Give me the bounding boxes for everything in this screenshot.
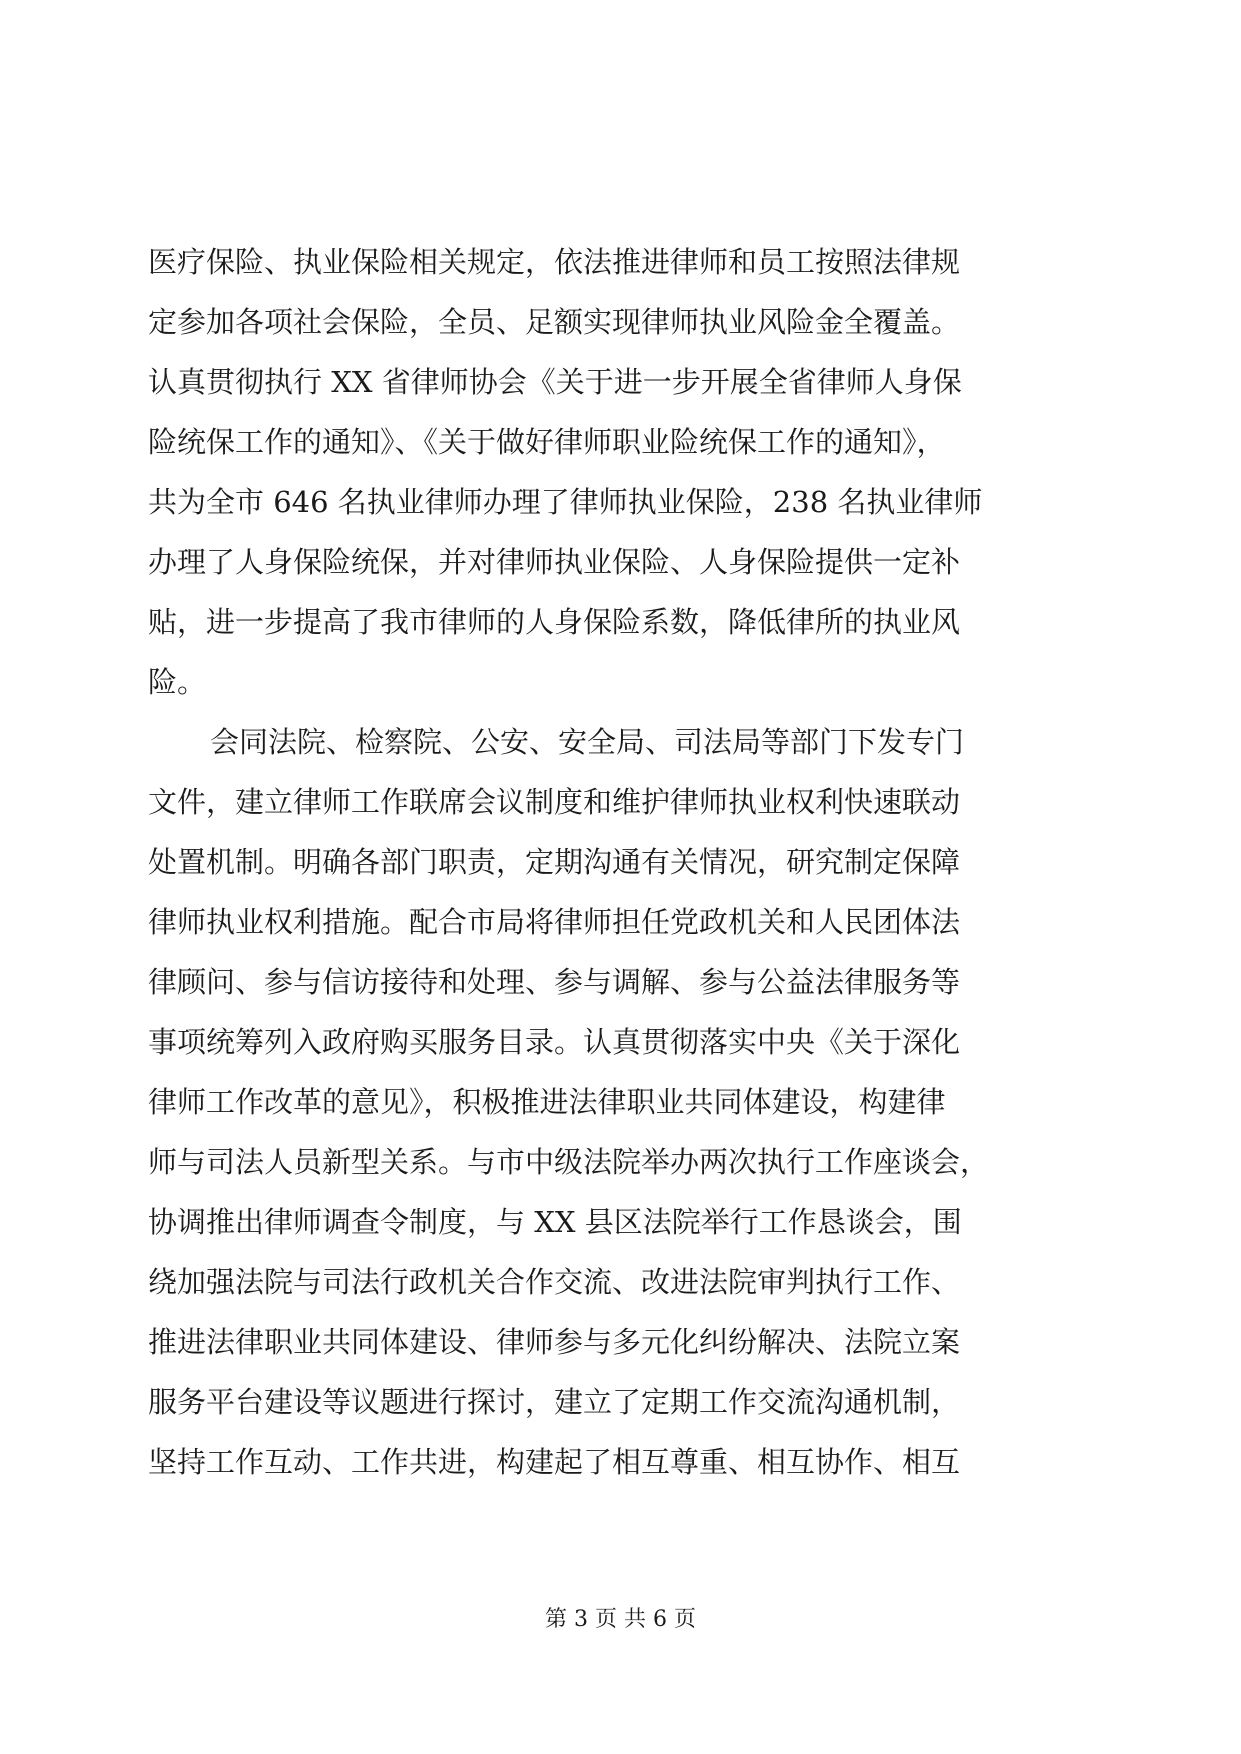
text-line: 律顾问、参与信访接待和处理、参与调解、参与公益法律服务等	[148, 965, 961, 999]
text-line: 绕加强法院与司法行政机关合作交流、改进法院审判执行工作、	[148, 1265, 961, 1299]
page-number: 第 3 页 共 6 页	[545, 1607, 696, 1632]
text-line: 师与司法人员新型关系。与市中级法院举办两次执行工作座谈会，	[148, 1145, 990, 1179]
text-line: 定参加各项社会保险，全员、足额实现律师执业风险金全覆盖。	[148, 305, 961, 339]
text-line: 医疗保险、执业保险相关规定，依法推进律师和员工按照法律规	[148, 245, 961, 279]
page-footer	[0, 1605, 1241, 1635]
text-line: 坚持工作互动、工作共进，构建起了相互尊重、相互协作、相互	[148, 1445, 961, 1479]
text-line: 险统保工作的通知》、《关于做好律师职业险统保工作的通知》，	[148, 425, 946, 459]
text-line: 服务平台建设等议题进行探讨，建立了定期工作交流沟通机制，	[148, 1385, 961, 1419]
text-line: 处置机制。明确各部门职责，定期沟通有关情况，研究制定保障	[148, 845, 961, 879]
text-line: 推进法律职业共同体建设、律师参与多元化纠纷解决、法院立案	[148, 1325, 961, 1359]
text-line: 律师工作改革的意见》，积极推进法律职业共同体建设，构建律	[148, 1085, 946, 1119]
text-line: 认真贯彻执行 XX 省律师协会《关于进一步开展全省律师人身保	[148, 365, 962, 399]
paragraph-start-line: 会同法院、检察院、公安、安全局、司法局等部门下发专门	[210, 725, 965, 759]
text-line: 协调推出律师调查令制度，与 XX 县区法院举行工作恳谈会，围	[148, 1205, 962, 1239]
text-line: 办理了人身保险统保，并对律师执业保险、人身保险提供一定补	[148, 545, 961, 579]
text-line: 事项统筹列入政府购买服务目录。认真贯彻落实中央《关于深化	[148, 1025, 961, 1059]
text-line: 贴，进一步提高了我市律师的人身保险系数，降低律所的执业风	[148, 605, 961, 639]
text-line: 险。	[148, 665, 207, 699]
text-line: 律师执业权利措施。配合市局将律师担任党政机关和人民团体法	[148, 905, 961, 939]
body-text	[148, 232, 1088, 1492]
text-line: 共为全市 646 名执业律师办理了律师执业保险，238 名执业律师	[148, 485, 983, 519]
text-line: 文件，建立律师工作联席会议制度和维护律师执业权利快速联动	[148, 785, 961, 819]
